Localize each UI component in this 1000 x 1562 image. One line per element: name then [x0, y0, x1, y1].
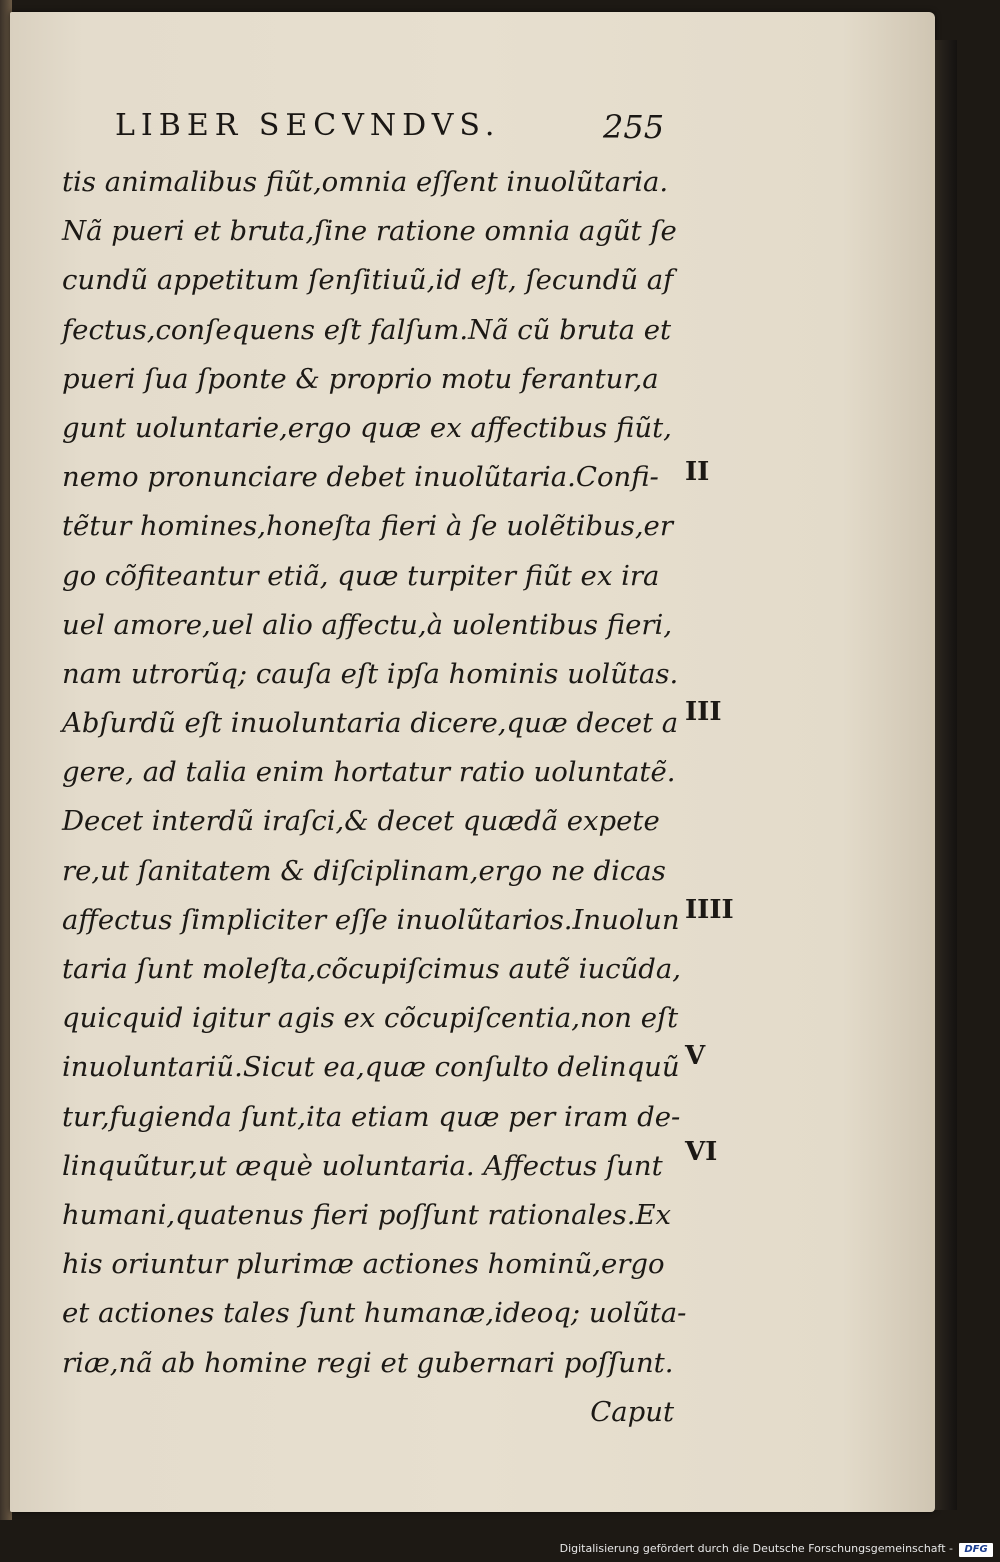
text-line: nam utrorũq; cauſa eſt ipſa hominis uolũtas.	[62, 657, 679, 690]
text-line: affectus ſimpliciter eſſe inuolũtarios.Inuolun	[62, 903, 680, 936]
text-line: Abſurdũ eſt inuoluntaria dicere,quæ decet a	[62, 707, 679, 740]
margin-number: II	[685, 457, 710, 487]
margin-number: VI	[685, 1137, 718, 1167]
text-line: uel amore,uel alio affectu,à uolentibus fieri,	[62, 608, 673, 641]
running-head	[115, 108, 695, 148]
page-number: 255	[603, 108, 665, 146]
text-line: re,ut ſanitatem & diſciplinam,ergo ne dicas	[62, 854, 666, 887]
text-line: Nã pueri et bruta,ſine ratione omnia agũt ſe	[62, 215, 677, 248]
margin-number: IIII	[685, 895, 734, 925]
text-line: his oriuntur plurimæ actiones hominũ,ergo	[62, 1248, 665, 1281]
text-line: tẽtur homines,honeſta fieri à ſe uolẽtibus,er	[62, 510, 673, 543]
text-line: cundũ appetitum ſenſitiuũ,id eſt, ſecundũ af	[62, 264, 674, 297]
text-line: quicquid igitur agis ex cõcupiſcentia,non eſt	[62, 1002, 679, 1035]
text-line: pueri ſua ſponte & proprio motu ferantur,a	[62, 362, 659, 395]
text-line: gere, ad talia enim hortatur ratio uoluntatẽ.	[62, 756, 676, 789]
margin-number: V	[685, 1041, 706, 1071]
text-line: linquũtur,ut æquè uoluntaria. Affectus ſunt	[62, 1149, 663, 1182]
page-shadow-edge	[935, 40, 957, 1510]
funding-credit: Digitalisierung gefördert durch die Deutsche Forschungsgemeinschaft -	[559, 1542, 953, 1555]
body-text	[62, 158, 687, 1437]
text-line: Decet interdũ iraſci,& decet quædã expete	[62, 805, 660, 838]
digitization-footer	[559, 1542, 995, 1560]
text-line: riæ,nã ab homine regi et gubernari poſſunt.	[62, 1346, 674, 1379]
text-line: taria ſunt moleſta,cõcupiſcimus autẽ iucũda,	[62, 953, 682, 985]
catchword: Caput	[590, 1395, 674, 1428]
text-line: humani,quatenus fieri poſſunt rationales.Ex	[62, 1198, 672, 1231]
text-line: tur,fugienda ſunt,ita etiam quæ per iram de-	[62, 1100, 681, 1133]
text-line: gunt uoluntarie,ergo quæ ex affectibus fiũt,	[62, 411, 672, 444]
text-line: inuoluntariũ.Sicut ea,quæ conſulto delinquũ	[62, 1051, 680, 1084]
text-line: go cõfiteantur etiã, quæ turpiter fiũt ex ira	[62, 559, 660, 592]
running-head-title: LIBER SECVNDVS.	[115, 108, 501, 143]
text-line: tis animalibus fiũt,omnia eſſent inuolũtaria.	[62, 166, 669, 198]
text-line: nemo pronunciare debet inuolũtaria.Confi-	[62, 461, 659, 494]
margin-number: III	[685, 697, 722, 727]
dfg-logo: DFG	[959, 1543, 993, 1557]
text-line: et actiones tales ſunt humanæ,ideoq; uolũta-	[62, 1297, 687, 1330]
text-line: fectus,conſequens eſt falſum.Nã cũ bruta et	[62, 313, 672, 346]
